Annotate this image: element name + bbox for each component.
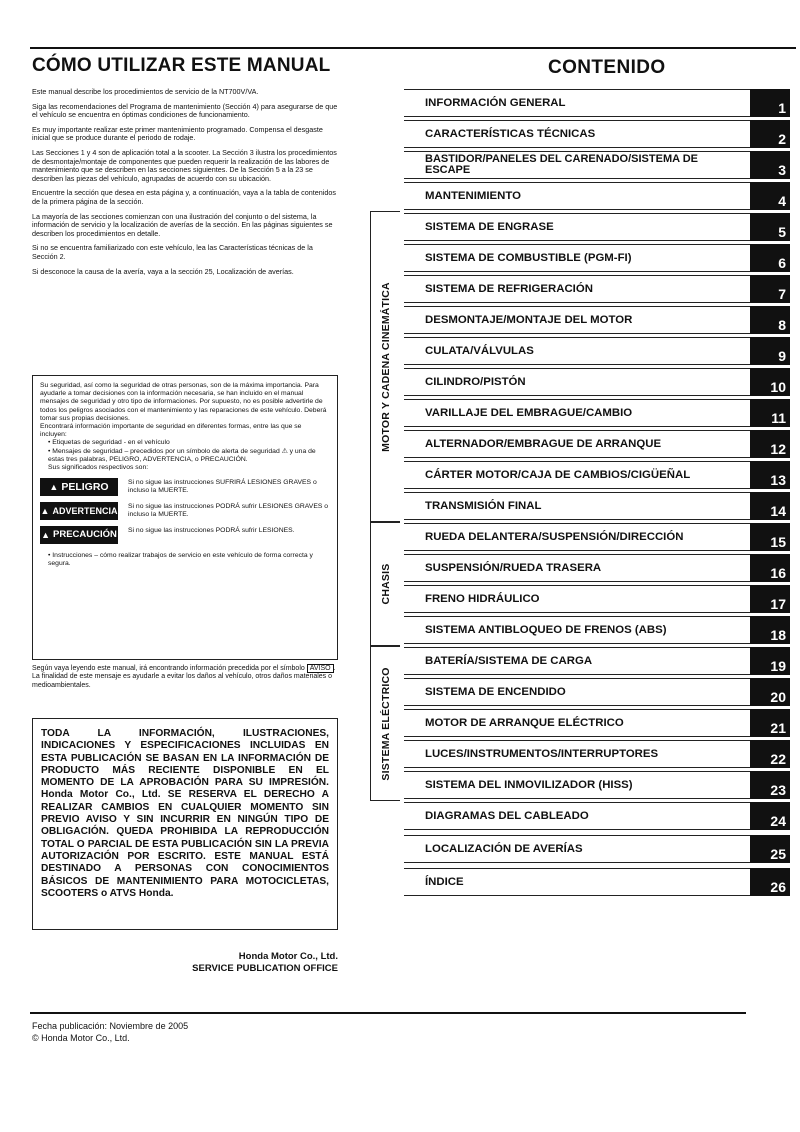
toc-title[interactable]: BATERÍA/SISTEMA DE CARGA xyxy=(404,647,750,675)
toc-row[interactable] xyxy=(404,647,786,675)
toc-row[interactable] xyxy=(404,368,786,396)
aviso-note xyxy=(32,665,338,690)
toc-number: 3 xyxy=(750,151,790,179)
publisher-office: SERVICE PUBLICATION OFFICE xyxy=(192,963,338,974)
toc-number: 13 xyxy=(750,461,790,489)
warning-triangle-icon: ▲ xyxy=(49,482,59,493)
safety-subtext: Sus significados respectivos son: xyxy=(48,464,149,472)
intro-paragraph: Siga las recomendaciones del Programa de mantenimiento (Sección 4) para asegurarse de que el vehículo se encuentra en óptimas condiciones de funcionamiento. xyxy=(32,101,338,120)
toc-title[interactable]: LUCES/INSTRUMENTOS/INTERRUPTORES xyxy=(404,740,750,768)
toc-row[interactable] xyxy=(404,151,786,179)
toc-row[interactable] xyxy=(404,771,786,799)
intro-paragraph: Si no se encuentra familiarizado con este vehículo, lea las Características técnicas de la Sección 2. xyxy=(32,243,313,261)
toc-row[interactable] xyxy=(404,616,786,644)
toc-title[interactable]: MANTENIMIENTO xyxy=(404,182,750,210)
safety-bullet: • Instrucciones – cómo realizar trabajos de servicio en este vehículo de forma correcta y segura. xyxy=(48,552,330,568)
toc-row[interactable] xyxy=(404,709,786,737)
advertencia-badge xyxy=(40,502,118,520)
page-title: CÓMO UTILIZAR ESTE MANUAL xyxy=(32,55,331,76)
toc-number: 12 xyxy=(750,430,790,458)
peligro-badge xyxy=(40,478,118,496)
toc-number: 25 xyxy=(750,835,790,863)
toc-row[interactable] xyxy=(404,523,786,551)
intro-text xyxy=(32,88,338,282)
toc-title[interactable]: FRENO HIDRÁULICO xyxy=(404,585,750,613)
toc-row[interactable] xyxy=(404,120,786,148)
toc-number: 2 xyxy=(750,120,790,148)
intro-paragraph: La mayoría de las secciones comienzan con una ilustración del conjunto o del sistema, la información de servicio y la localización de averías de la sección. En las páginas siguientes se describen los procedimientos en detalle. xyxy=(32,211,333,238)
aviso-symbol: AVISO xyxy=(307,664,334,673)
intro-paragraph: Las Secciones 1 y 4 son de aplicación total a la scooter. La Sección 3 ilustra los procedimientos de desmontaje/montaje de componentes que pueden requerir la realización de las labores de mantenimiento que se describen en las secciones siguientes. De la Sección 5 a la 23 se describen las piezas del vehículo, agrupadas de acuerdo con su ubicación. xyxy=(32,147,337,183)
toc-title[interactable]: CÁRTER MOTOR/CAJA DE CAMBIOS/CIGÜEÑAL xyxy=(404,461,750,489)
toc-number: 20 xyxy=(750,678,790,706)
contents-title: CONTENIDO xyxy=(548,57,666,78)
group-motor xyxy=(370,211,400,522)
toc-number: 8 xyxy=(750,306,790,334)
toc-number: 15 xyxy=(750,523,790,551)
group-label: MOTOR Y CADENA CINEMÁTICA xyxy=(379,281,392,452)
toc-number: 17 xyxy=(750,585,790,613)
signal-precaucion xyxy=(40,526,330,544)
publication-date: Fecha publicación: Noviembre de 2005 xyxy=(32,1021,189,1031)
toc-number: 7 xyxy=(750,275,790,303)
badge-label: ADVERTENCIA xyxy=(52,506,118,517)
toc-row[interactable] xyxy=(404,802,786,830)
group-chasis xyxy=(370,522,400,646)
warning-triangle-icon: ▲ xyxy=(40,506,50,517)
top-rule xyxy=(30,47,796,49)
toc-title[interactable]: SUSPENSIÓN/RUEDA TRASERA xyxy=(404,554,750,582)
toc-number: 26 xyxy=(750,868,790,896)
toc-number: 6 xyxy=(750,244,790,272)
group-label: SISTEMA ELÉCTRICO xyxy=(379,666,392,781)
toc-row[interactable] xyxy=(404,213,786,241)
publisher xyxy=(192,951,338,975)
toc-title[interactable]: DIAGRAMAS DEL CABLEADO xyxy=(404,802,750,830)
safety-list xyxy=(40,439,330,464)
copyright: © Honda Motor Co., Ltd. xyxy=(32,1033,130,1043)
toc-title[interactable]: VARILLAJE DEL EMBRAGUE/CAMBIO xyxy=(404,399,750,427)
warning-triangle-icon: ▲ xyxy=(41,530,51,541)
publisher-name: Honda Motor Co., Ltd. xyxy=(238,951,338,962)
toc-row[interactable] xyxy=(404,89,786,117)
intro-paragraph: Si desconoce la causa de la avería, vaya a la sección 25, Localización de averías. xyxy=(32,266,294,276)
safety-paragraph: Encontrará información importante de seguridad en diferentes formas, entre las que se incluyen: xyxy=(40,423,302,439)
toc-row[interactable] xyxy=(404,275,786,303)
toc-row[interactable] xyxy=(404,337,786,365)
safety-list xyxy=(40,552,330,568)
toc-title[interactable]: CILINDRO/PISTÓN xyxy=(404,368,750,396)
signal-description: Si no sigue las instrucciones PODRÁ sufrir LESIONES GRAVES o incluso la MUERTE. xyxy=(128,503,329,519)
toc-row[interactable] xyxy=(404,678,786,706)
badge-label: PELIGRO xyxy=(61,481,109,494)
group-electrico xyxy=(370,646,400,801)
safety-bullet: • Mensajes de seguridad – precedidos por un símbolo de alerta de seguridad ⚠ y una de estas tres palabras, PELIGRO, ADVERTENCIA, o PRECAUCIÓN. xyxy=(48,448,330,464)
signal-description: Si no sigue las instrucciones PODRÁ sufrir LESIONES. xyxy=(128,527,295,535)
precaucion-badge xyxy=(40,526,118,544)
aviso-text: Según vaya leyendo este manual, irá encontrando información precedida por el símbolo xyxy=(32,665,305,672)
toc-title[interactable]: MOTOR DE ARRANQUE ELÉCTRICO xyxy=(404,709,750,737)
toc-title[interactable]: TRANSMISIÓN FINAL xyxy=(404,492,750,520)
toc-title[interactable]: RUEDA DELANTERA/SUSPENSIÓN/DIRECCIÓN xyxy=(404,523,750,551)
toc-number: 22 xyxy=(750,740,790,768)
intro-paragraph: Es muy importante realizar este primer mantenimiento programado. Compensa el desgaste inicial que se produce durante el periodo de rodaje. xyxy=(32,124,323,143)
toc-row[interactable] xyxy=(404,430,786,458)
signal-description: Si no sigue las instrucciones SUFRIRÁ LESIONES GRAVES o incluso la MUERTE. xyxy=(128,479,317,495)
toc-title[interactable]: SISTEMA DEL INMOVILIZADOR (HISS) xyxy=(404,771,750,799)
toc-number: 1 xyxy=(750,89,790,117)
footer xyxy=(32,1020,188,1044)
safety-paragraph: Su seguridad, así como la seguridad de otras personas, son de la máxima importancia. Para ayudarle a tomar decisiones con la información necesaria, se han incluido en el manual mensajes de seguridad y otro tipo de informaciones. Por supuesto, no es posible advertirle de todos los peligros asociados con el mantenimiento y las reparaciones de este vehículo. Deberá tomar sus propias decisiones. xyxy=(40,382,327,422)
toc-number: 24 xyxy=(750,802,790,830)
toc-number: 19 xyxy=(750,647,790,675)
group-label: CHASIS xyxy=(379,563,392,605)
toc-row[interactable] xyxy=(404,492,786,520)
toc-row[interactable] xyxy=(404,182,786,210)
toc-title[interactable]: BASTIDOR/PANELES DEL CARENADO/SISTEMA DE ESCAPE xyxy=(404,151,750,179)
intro-paragraph: Este manual describe los procedimientos de servicio de la NT700V/VA. xyxy=(32,87,259,96)
toc-title[interactable]: SISTEMA DE ENGRASE xyxy=(404,213,750,241)
toc-row[interactable] xyxy=(404,461,786,489)
toc-number: 23 xyxy=(750,771,790,799)
toc-number: 10 xyxy=(750,368,790,396)
safety-bullet: • Etiquetas de seguridad - en el vehículo xyxy=(48,439,330,447)
badge-label: PRECAUCIÓN xyxy=(53,529,117,541)
bottom-rule xyxy=(30,1012,746,1014)
intro-paragraph: Encuentre la sección que desea en esta página y, a continuación, vaya a la tabla de contenidos de la primera página de la sección. xyxy=(32,188,336,206)
toc-number: 21 xyxy=(750,709,790,737)
signal-peligro xyxy=(40,478,330,496)
toc-number: 4 xyxy=(750,182,790,210)
toc-number: 16 xyxy=(750,554,790,582)
legal-notice: TODA LA INFORMACIÓN, ILUSTRACIONES, INDICACIONES Y ESPECIFICACIONES INCLUIDAS EN ESTA PUBLICACIÓN SE BASAN EN LA INFORMACIÓN DE PRODUCTO MÁS RECIENTE DISPONIBLE EN EL MOMENTO DE LA APROBACIÓN PARA SU IMPRESIÓN. Honda Motor Co., Ltd. SE RESERVA EL DERECHO A REALIZAR CAMBIOS EN CUALQUIER MOMENTO SIN PREVIO AVISO Y SIN INCURRIR EN NINGÚN TIPO DE OBLIGACIÓN. QUEDA PROHIBIDA LA REPRODUCCIÓN TOTAL O PARCIAL DE ESTA PUBLICACIÓN SIN LA PREVIA AUTORIZACIÓN POR ESCRITO. ESTE MANUAL ESTÁ DESTINADO A PERSONAS CON CONOCIMIENTOS BÁSICOS DE MANTENIMIENTO PARA MOTOCICLETAS, SCOOTERS o ATVS Honda. xyxy=(32,718,338,930)
toc-title[interactable]: SISTEMA DE REFRIGERACIÓN xyxy=(404,275,750,303)
toc-number: 18 xyxy=(750,616,790,644)
toc-number: 9 xyxy=(750,337,790,365)
safety-box xyxy=(32,375,338,660)
toc-row[interactable] xyxy=(404,554,786,582)
toc-number: 14 xyxy=(750,492,790,520)
toc-title[interactable]: CULATA/VÁLVULAS xyxy=(404,337,750,365)
toc-title[interactable]: CARACTERÍSTICAS TÉCNICAS xyxy=(404,120,750,148)
toc-row[interactable] xyxy=(404,835,786,863)
toc-title[interactable]: ÍNDICE xyxy=(404,868,750,896)
aviso-text: . La finalidad de este mensaje es ayudarle a evitar los daños al vehículo, otros daños materiales o medioambientales. xyxy=(32,665,336,689)
toc-number: 5 xyxy=(750,213,790,241)
toc-title[interactable]: INFORMACIÓN GENERAL xyxy=(404,89,750,117)
toc-title[interactable]: SISTEMA DE COMBUSTIBLE (PGM-FI) xyxy=(404,244,750,272)
toc-row[interactable] xyxy=(404,399,786,427)
toc-row[interactable] xyxy=(404,306,786,334)
toc-title[interactable]: SISTEMA DE ENCENDIDO xyxy=(404,678,750,706)
toc-title[interactable]: ALTERNADOR/EMBRAGUE DE ARRANQUE xyxy=(404,430,750,458)
toc-title[interactable]: DESMONTAJE/MONTAJE DEL MOTOR xyxy=(404,306,750,334)
toc-row[interactable] xyxy=(404,740,786,768)
toc-row[interactable] xyxy=(404,868,786,896)
toc-title[interactable]: LOCALIZACIÓN DE AVERÍAS xyxy=(404,835,750,863)
toc-title[interactable]: SISTEMA ANTIBLOQUEO DE FRENOS (ABS) xyxy=(404,616,750,644)
toc-row[interactable] xyxy=(404,244,786,272)
toc-number: 11 xyxy=(750,399,790,427)
signal-advertencia xyxy=(40,502,330,520)
toc-row[interactable] xyxy=(404,585,786,613)
